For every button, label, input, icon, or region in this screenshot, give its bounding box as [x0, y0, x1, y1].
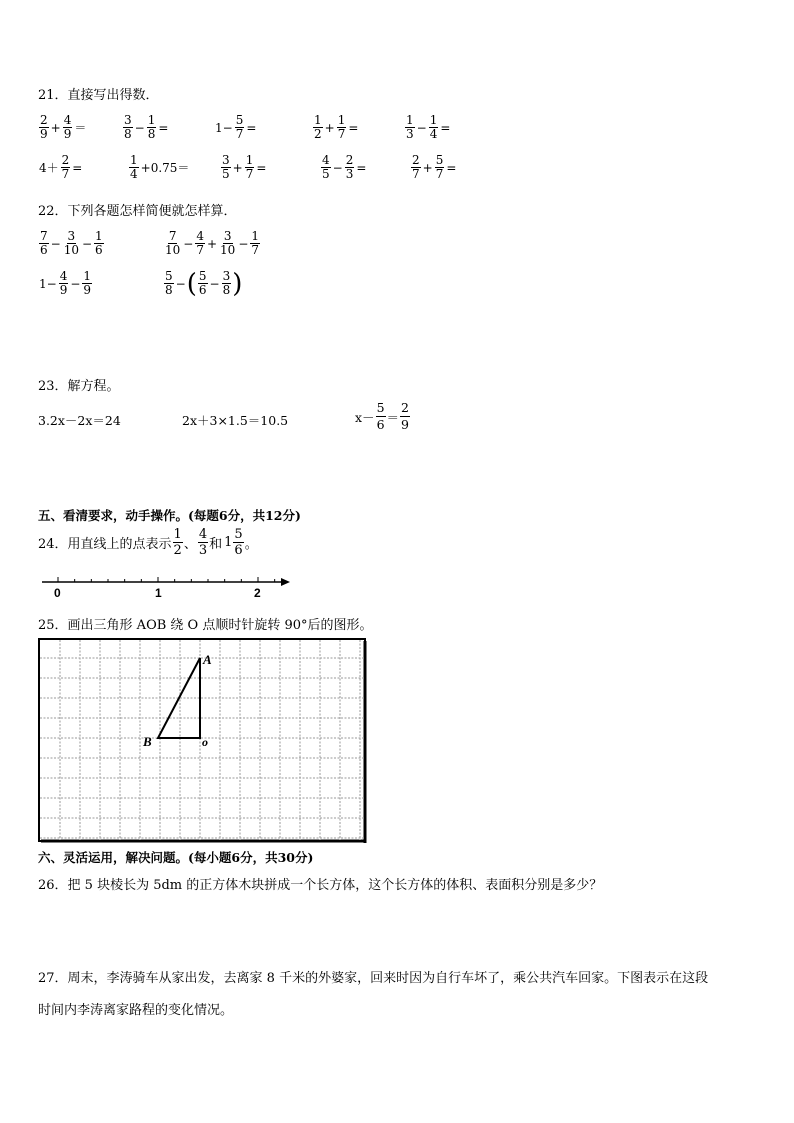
- q23-title: 23．解方程。: [38, 379, 120, 394]
- q21-r1-e4: $\frac{1}{2}$ + $\frac{1}{7}$ =: [314, 113, 359, 141]
- q22-expr-1: $\frac{7}{6}$ − $\frac{3}{10}$ − $\frac{1}{6}$: [40, 229, 103, 257]
- q27-line-1: 27．周末，李涛骑车从家出发，去离家 8 千米的外婆家，回来时因为自行车坏了，乘公共汽车回家。下图表示在这段: [38, 971, 709, 986]
- section-6-heading: 六、灵活运用，解决问题。(每小题6分，共30分): [38, 850, 314, 865]
- q23-eq-1: 3.2x－2x＝24: [38, 413, 121, 428]
- q24-prompt: 24．用直线上的点表示 $\frac{1}{2}$ 、 $\frac{4}{3}$ 和 1 $\frac{5}{6}$ 。: [38, 527, 258, 558]
- q25-title: 25．画出三角形 AOB 绕 O 点顺时针旋转 90°后的图形。: [38, 618, 373, 633]
- q23-eq-2: 2x＋3×1.5＝10.5: [182, 413, 289, 428]
- tick-label-0: 0: [54, 586, 61, 600]
- q21-r2-e5: $\frac{2}{7}$ + $\frac{5}{7}$ =: [412, 153, 457, 181]
- q22-expr-4: $\frac{5}{8}$ − ( $\frac{5}{6}$ − $\frac{3}{8}$ ): [165, 268, 243, 299]
- q21-r1-e5: $\frac{1}{3}$ − $\frac{1}{4}$ =: [406, 113, 451, 141]
- q27-line-2: 时间内李涛离家路程的变化情况。: [38, 1003, 234, 1018]
- grid-figure: [38, 638, 368, 844]
- q21-r2-e2: $\frac{1}{4}$ +0.75＝: [130, 153, 190, 181]
- right-paren: ): [232, 268, 243, 299]
- q21-r2-e3: $\frac{3}{5}$ + $\frac{1}{7}$ =: [222, 153, 267, 181]
- tick-label-1: 1: [155, 586, 162, 600]
- label-o: o: [202, 735, 208, 749]
- fraction: $\frac{4}{9}$: [63, 113, 72, 141]
- q26-text: 26．把 5 块棱长为 5dm 的正方体木块拼成一个长方体，这个长方体的体积、表面积分别是多少？: [38, 878, 603, 893]
- fraction: $\frac{2}{9}$: [40, 113, 48, 141]
- tick-label-2: 2: [254, 586, 261, 600]
- q21-title: 21．直接写出得数．: [38, 88, 159, 103]
- label-a: A: [203, 652, 212, 667]
- q21-r1-e1: $\frac{2}{9}$ + $\frac{4}{9}$ ＝: [40, 113, 87, 141]
- section-5-heading: 五、看清要求，动手操作。(每题6分，共12分): [38, 508, 301, 523]
- arrow-icon: [281, 578, 290, 586]
- q21-r2-e4: $\frac{4}{5}$ − $\frac{2}{3}$ =: [322, 153, 367, 181]
- q21-r1-e2: $\frac{3}{8}$ − $\frac{1}{8}$ =: [124, 113, 169, 141]
- number-line: [38, 574, 298, 600]
- q21-r1-e3: 1− $\frac{5}{7}$ =: [215, 113, 257, 141]
- left-paren: (: [186, 268, 197, 299]
- q22-expr-2: $\frac{7}{10}$ − $\frac{4}{7}$ + $\frac{3}{10}$ − $\frac{1}{7}$: [165, 229, 260, 257]
- q23-eq-3: x－ $\frac{5}{6}$ ＝ $\frac{2}{9}$: [355, 400, 409, 432]
- q22-expr-3: 1− $\frac{4}{9}$ − $\frac{1}{9}$: [39, 269, 92, 297]
- label-b: B: [143, 734, 152, 749]
- q22-title: 22．下列各题怎样简便就怎样算．: [38, 204, 237, 219]
- q21-r2-e1: 4＋ $\frac{2}{7}$ =: [39, 153, 83, 181]
